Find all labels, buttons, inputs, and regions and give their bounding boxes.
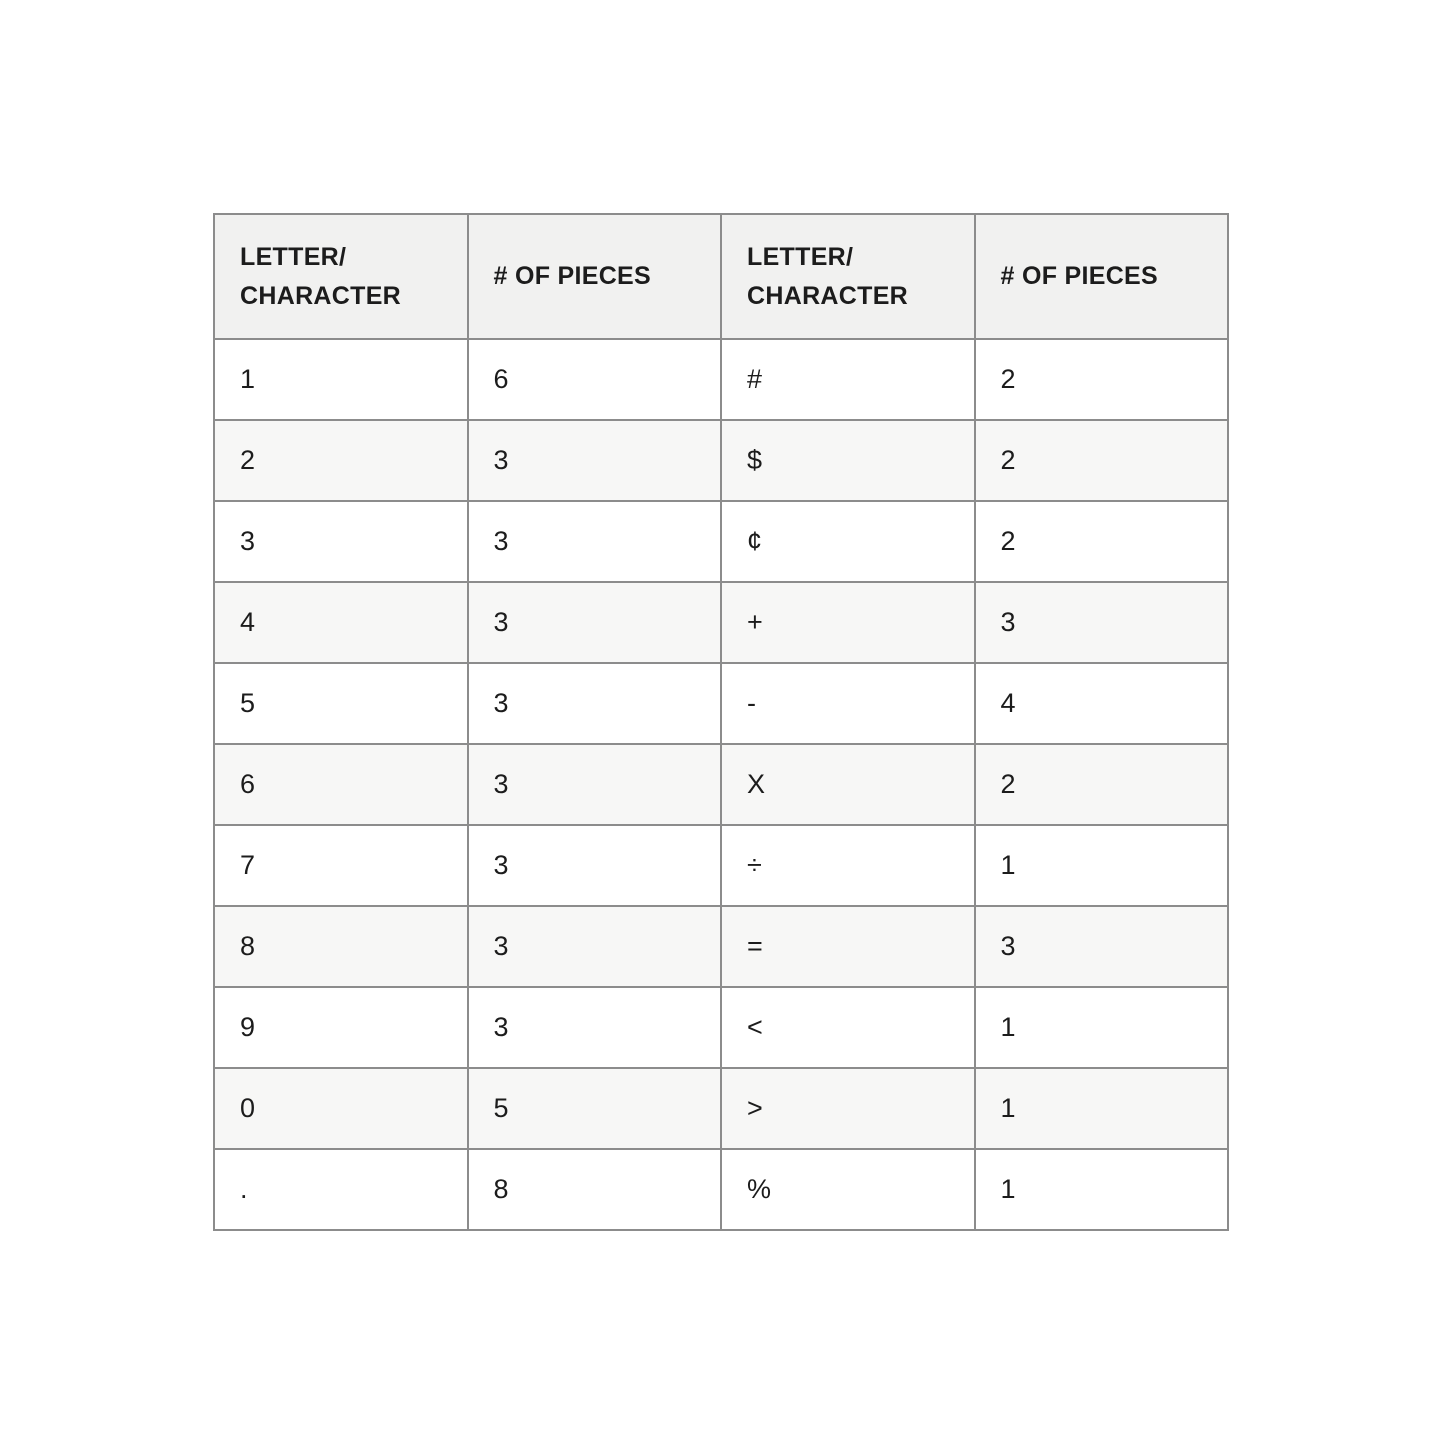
- table-cell: 6: [214, 744, 468, 825]
- table-cell: 4: [214, 582, 468, 663]
- table-cell: %: [721, 1149, 975, 1230]
- table-cell: 3: [975, 582, 1229, 663]
- table-row: [214, 339, 1228, 420]
- table-cell: 3: [468, 582, 722, 663]
- table-cell: 4: [975, 663, 1229, 744]
- table-cell: 1: [975, 987, 1229, 1068]
- table-cell: >: [721, 1068, 975, 1149]
- table-head: [214, 214, 1228, 339]
- table-row: [214, 906, 1228, 987]
- table-cell: 6: [468, 339, 722, 420]
- table-cell: 0: [214, 1068, 468, 1149]
- header-cell: # OF PIECES: [468, 214, 722, 339]
- table-cell: 2: [975, 744, 1229, 825]
- table-row: [214, 582, 1228, 663]
- table-cell: +: [721, 582, 975, 663]
- table-row: [214, 987, 1228, 1068]
- table-cell: 3: [468, 906, 722, 987]
- table-row: [214, 1068, 1228, 1149]
- table-cell: 3: [468, 825, 722, 906]
- table-cell: 3: [468, 420, 722, 501]
- table-cell: 3: [975, 906, 1229, 987]
- table-cell: <: [721, 987, 975, 1068]
- table-row: [214, 663, 1228, 744]
- table-cell: 8: [214, 906, 468, 987]
- table-row: [214, 1149, 1228, 1230]
- header-cell: LETTER/ CHARACTER: [721, 214, 975, 339]
- table-cell: 7: [214, 825, 468, 906]
- table-cell: .: [214, 1149, 468, 1230]
- table-cell: 3: [214, 501, 468, 582]
- table-row: [214, 501, 1228, 582]
- header-cell: LETTER/ CHARACTER: [214, 214, 468, 339]
- table-cell: 8: [468, 1149, 722, 1230]
- table-cell: 1: [975, 1068, 1229, 1149]
- table-cell: 1: [214, 339, 468, 420]
- table-cell: X: [721, 744, 975, 825]
- table-cell: ¢: [721, 501, 975, 582]
- header-cell: # OF PIECES: [975, 214, 1229, 339]
- table-cell: $: [721, 420, 975, 501]
- character-pieces-table: [213, 213, 1229, 1231]
- table-row: [214, 744, 1228, 825]
- table-cell: 5: [468, 1068, 722, 1149]
- table-cell: 3: [468, 987, 722, 1068]
- table-cell: =: [721, 906, 975, 987]
- table-cell: #: [721, 339, 975, 420]
- table-cell: 3: [468, 663, 722, 744]
- table-cell: 1: [975, 1149, 1229, 1230]
- table-body: [214, 339, 1228, 1230]
- table-cell: 2: [975, 339, 1229, 420]
- table-row: [214, 825, 1228, 906]
- table-cell: 2: [975, 420, 1229, 501]
- table-row: [214, 420, 1228, 501]
- table-cell: 2: [975, 501, 1229, 582]
- header-row: [214, 214, 1228, 339]
- table-cell: 3: [468, 744, 722, 825]
- table-cell: 3: [468, 501, 722, 582]
- table-cell: 2: [214, 420, 468, 501]
- table-cell: -: [721, 663, 975, 744]
- table-cell: 1: [975, 825, 1229, 906]
- table-cell: 5: [214, 663, 468, 744]
- table-cell: 9: [214, 987, 468, 1068]
- table-cell: ÷: [721, 825, 975, 906]
